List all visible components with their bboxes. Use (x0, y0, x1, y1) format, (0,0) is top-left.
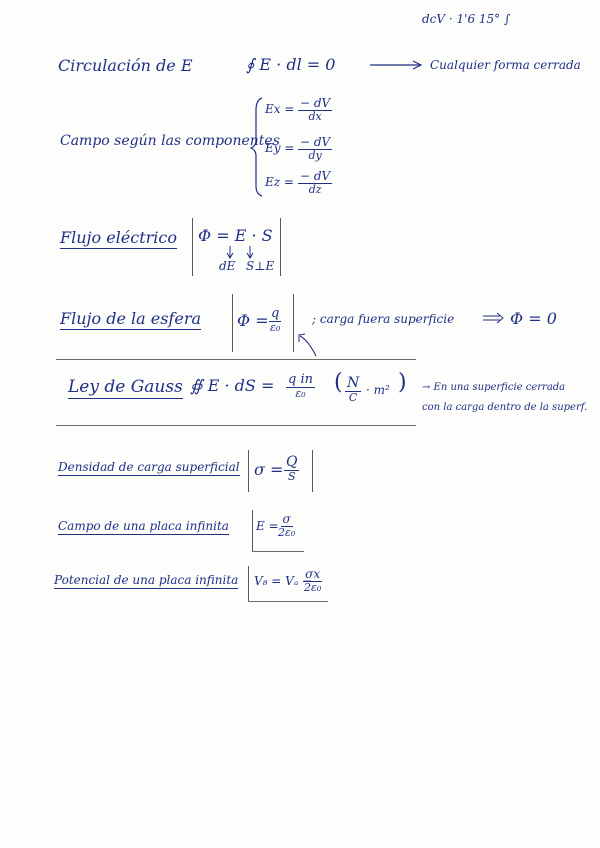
campo-placa-frac (276, 513, 297, 538)
circulacion-formula: ∮ E · dl = 0 (246, 55, 336, 74)
gauss-top-rule (56, 359, 416, 360)
flujo-electrico-sub2: S⊥E (246, 259, 275, 273)
campo-placa-num: σ (282, 512, 291, 526)
campo-ez-den: dz (308, 182, 322, 196)
gauss-units-rest: · m² (366, 383, 390, 397)
flujo-esfera-note: ; carga fuera superficie (312, 312, 455, 326)
campo-ey-lhs: Ey = (265, 141, 295, 155)
densidad-label: Densidad de carga superficial (58, 460, 240, 474)
flujo-electrico-formula: Φ = E · S (198, 226, 273, 245)
potencial-rule (248, 601, 328, 602)
gauss-units-den: C (348, 390, 358, 404)
potencial-frac (302, 568, 323, 593)
circulacion-label: Circulación de E (58, 56, 193, 75)
potencial-lhs: V₈ = Vₐ − (254, 574, 313, 588)
gauss-units-num: N (347, 375, 360, 391)
gauss-den: ε₀ (295, 386, 306, 400)
densidad-frac (284, 455, 299, 482)
flujo-esfera-num: q (270, 306, 280, 321)
corner-note: dcV · 1'6 15° ∫ (422, 12, 511, 26)
gauss-units-open-paren: ( (334, 370, 343, 395)
campo-ey-den: dy (308, 148, 322, 162)
gauss-note-line2: con la carga dentro de la superf. (422, 402, 588, 413)
densidad-bar-right (312, 450, 313, 492)
densidad-bar-left (248, 450, 249, 492)
potencial-bar (248, 566, 249, 602)
flujo-esfera-lhs: Φ = (237, 311, 269, 330)
densidad-den: S (287, 469, 296, 483)
potencial-label: Potencial de una placa infinita (54, 573, 239, 587)
campo-ex-den: dx (308, 109, 322, 123)
campo-ey-num: − dV (300, 135, 331, 149)
circulacion-note: Cualquier forma cerrada (430, 58, 581, 72)
gauss-num: q in (288, 372, 313, 387)
gauss-lhs: ∯ E · dS = (190, 376, 275, 395)
campo-ez-lhs: Ez = (265, 175, 294, 189)
campo-label: Campo según las componentes (60, 133, 280, 149)
densidad-lhs: σ = (254, 460, 284, 479)
gauss-units-close-paren: ) (398, 370, 407, 395)
gauss-frac (286, 373, 315, 399)
flujo-electrico-sub1: dE (219, 259, 236, 273)
gauss-label: Ley de Gauss (68, 377, 183, 397)
campo-placa-label: Campo de una placa infinita (58, 519, 229, 533)
gauss-note-line1: → En una superficie cerrada (422, 382, 566, 393)
potencial-num: σx (305, 567, 321, 581)
campo-placa-lhs: E = (256, 519, 279, 533)
gauss-bottom-rule (56, 425, 416, 426)
flujo-esfera-result: Φ = 0 (510, 309, 557, 328)
campo-placa-bar (252, 510, 253, 552)
campo-placa-den: 2ε₀ (278, 525, 296, 539)
flujo-esfera-label: Flujo de la esfera (60, 309, 201, 328)
campo-ex-num: − dV (300, 96, 331, 110)
flujo-esfera-den: ε₀ (270, 320, 281, 334)
campo-ez-num: − dV (300, 169, 331, 183)
flujo-electrico-label: Flujo eléctrico (60, 228, 178, 247)
gauss-units-frac (345, 376, 361, 403)
campo-ex-lhs: Ex = (265, 102, 295, 116)
campo-placa-rule (252, 551, 304, 552)
potencial-den: 2ε₀ (304, 580, 322, 594)
densidad-num: Q (286, 454, 298, 470)
